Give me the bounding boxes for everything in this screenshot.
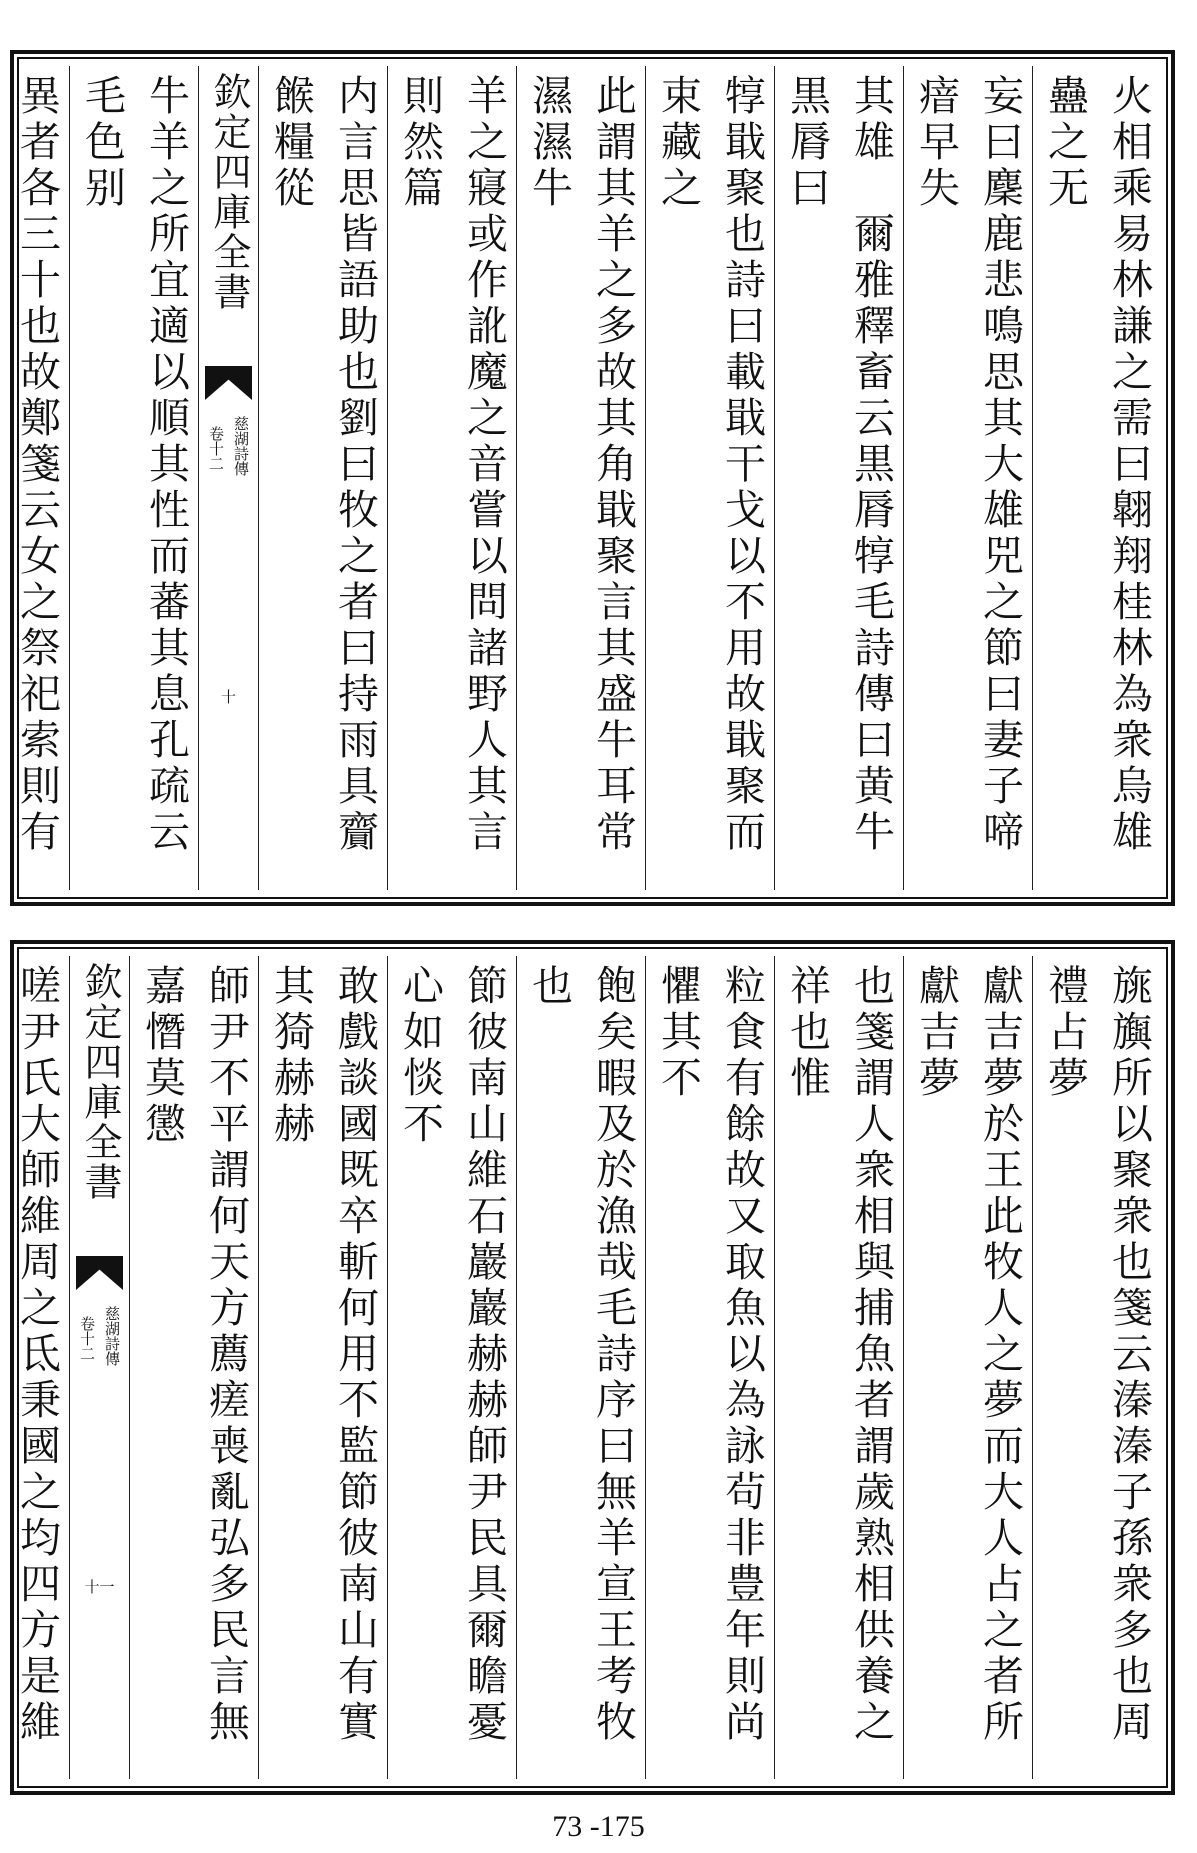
text-column <box>903 66 1032 890</box>
column-text: 也箋謂人衆相與捕魚者謂歲熟相供養之祥也惟 <box>783 964 895 1746</box>
column-text: 節彼南山維石巖巖赫赫師尹民具爾瞻憂心如惔不 <box>396 964 508 1746</box>
column-text: 内言思皆語助也劉曰牧之者曰持雨具齎餱糧從 <box>267 74 379 856</box>
banner-work-title: 慈湖詩傳 <box>232 416 250 476</box>
column-text: 火相乘易林謙之需曰翺翔桂林為衆烏雄蠱之无 <box>1041 74 1153 856</box>
lower-text-columns <box>13 956 1161 1779</box>
banner-work-title: 慈湖詩傳 <box>103 1306 121 1366</box>
banner-title: 欽定四庫全書 <box>78 962 122 1202</box>
center-banner <box>198 66 258 890</box>
column-text: 妄曰麇鹿悲鳴思其大雄兕之節曰妻子啼瘖早失 <box>912 74 1024 856</box>
column-text: 異者各三十也故鄭箋云女之祭祀索則有 <box>13 74 61 856</box>
text-column <box>387 66 516 890</box>
banner-juan: 卷十二 <box>78 1316 96 1361</box>
column-text: 旐旟所以聚衆也箋云溱溱子孫衆多也周禮占夢 <box>1041 964 1153 1746</box>
column-text: 師尹不平謂何天方薦瘥喪亂弘多民言無嘉憯莫懲 <box>138 964 250 1746</box>
text-column <box>774 956 903 1779</box>
column-text: 羊之寢或作訛魔之音嘗以問諸野人其言則然篇 <box>396 74 508 856</box>
text-column <box>645 66 774 890</box>
text-column <box>129 956 258 1779</box>
column-text: 此謂其羊之多故其角戢聚言其盛牛耳常濕濕牛 <box>525 74 637 856</box>
fish-tail-mark <box>76 1256 123 1290</box>
column-text: 飽矣暇及於漁哉毛詩序曰無羊宣王考牧也 <box>525 964 637 1746</box>
text-column <box>0 956 69 1779</box>
text-column <box>258 66 387 890</box>
fish-tail-mark <box>205 366 252 400</box>
folio-number: 73 -175 <box>552 1810 645 1843</box>
column-text: 牛羊之所宜適以順其性而蕃其息孔疏云毛色别 <box>78 74 190 856</box>
banner-page-number: 十 <box>220 688 236 706</box>
text-column <box>1032 66 1161 890</box>
text-column <box>258 956 387 1779</box>
lower-page-panel <box>10 940 1175 1795</box>
text-column <box>903 956 1032 1779</box>
text-column <box>516 956 645 1779</box>
column-text: 嗟尹氏大師維周之氐秉國之均四方是維 <box>13 964 61 1746</box>
upper-page-panel <box>10 50 1175 906</box>
center-banner <box>69 956 129 1779</box>
banner-title: 欽定四庫全書 <box>207 72 251 312</box>
text-column <box>1032 956 1161 1779</box>
column-text: 其雄 爾雅釋畜云黒脣犉毛詩傳曰黄牛黒脣曰 <box>783 74 895 856</box>
column-text: 犉戢聚也詩曰載戢干戈以不用故戢聚而束藏之 <box>654 74 766 856</box>
upper-text-columns <box>13 66 1161 890</box>
text-column <box>0 66 69 890</box>
text-column <box>69 66 198 890</box>
text-column <box>387 956 516 1779</box>
banner-juan: 卷十二 <box>207 426 225 471</box>
column-text: 敢戲談國既卒斬何用不監節彼南山有實其猗赫赫 <box>267 964 379 1746</box>
text-column <box>645 956 774 1779</box>
text-column <box>516 66 645 890</box>
banner-page-number: 十一 <box>84 1578 115 1596</box>
column-text: 粒食有餘故又取魚以為詠茍非豊年則尚懼其不 <box>654 964 766 1746</box>
column-text: 獻吉夢於王此牧人之夢而大人占之者所獻吉夢 <box>912 964 1024 1746</box>
text-column <box>774 66 903 890</box>
